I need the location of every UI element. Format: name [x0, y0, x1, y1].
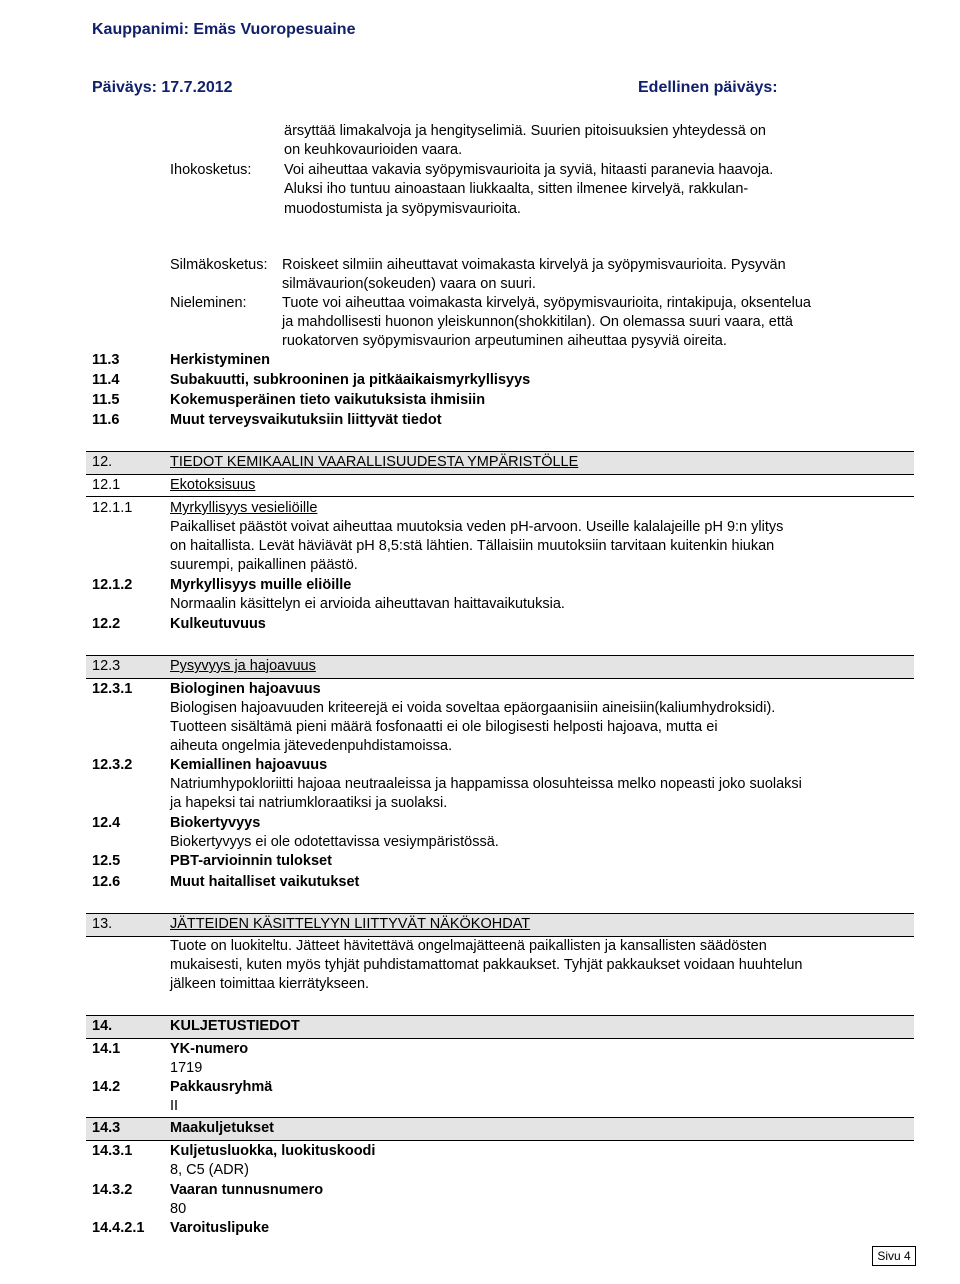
section-14-4-2-1-title: Varoituslipuke	[170, 1220, 270, 1236]
ingestion-line-3: ruokatorven syöpymisvaurion arpeutuminen aiheuttaa pysyviä oireita.	[282, 333, 727, 349]
packing-group-value: II	[170, 1098, 179, 1114]
section-11-3-number: 11.3	[92, 352, 120, 368]
section-12-4-title: Biokertyvyys	[170, 815, 261, 831]
aquatic-toxicity-line-2: on haitallista. Levät häviävät pH 8,5:stä lähtien. Tällaisiin muutoksiin tarvitaan kuitenkin hiukan	[170, 538, 775, 554]
section-14-3-2-title: Vaaran tunnusnumero	[170, 1182, 324, 1198]
skin-contact-label: Ihokosketus:	[170, 162, 252, 178]
section-12-title: TIEDOT KEMIKAALIN VAARALLISUUDESTA YMPÄRISTÖLLE	[170, 454, 579, 470]
section-14-3-1-number: 14.3.1	[92, 1143, 133, 1159]
transport-class-value: 8, C5 (ADR)	[170, 1162, 249, 1178]
section-12-2-title: Kulkeutuvuus	[170, 616, 266, 632]
page-number: Sivu 4	[872, 1246, 916, 1266]
section-11-4-title: Subakuutti, subkrooninen ja pitkäaikaismyrkyllisyys	[170, 372, 531, 388]
previous-date: Edellinen päiväys:	[638, 79, 778, 96]
section-12-1-2-number: 12.1.2	[92, 577, 133, 593]
section-14-1-title: YK-numero	[170, 1041, 249, 1057]
section-13-number: 13.	[92, 916, 113, 932]
biodegradability-line-3: aiheuta ongelmia jätevedenpuhdistamoissa.	[170, 738, 453, 754]
section-12-1-rule	[86, 496, 914, 497]
document-date: Päiväys: 17.7.2012	[92, 79, 233, 96]
aquatic-toxicity-line-1: Paikalliset päästöt voivat aiheuttaa muutoksia veden pH-arvoon. Useille kalalajeille pH 9:n ylitys	[170, 519, 784, 535]
section-11-5-number: 11.5	[92, 392, 120, 408]
section-12-4-number: 12.4	[92, 815, 121, 831]
section-12-3-1-number: 12.3.1	[92, 681, 133, 697]
disposal-line-1: Tuote on luokiteltu. Jätteet hävitettävä ongelmajätteenä paikallisten ja kansallisten säädösten	[170, 938, 767, 954]
trade-name: Kauppanimi: Emäs Vuoropesuaine	[92, 21, 356, 38]
section-12-number: 12.	[92, 454, 113, 470]
section-12-1-2-title: Myrkyllisyys muille eliöille	[170, 577, 352, 593]
section-11-4-number: 11.4	[92, 372, 120, 388]
ingestion-line-2: ja mahdollisesti huonon yleiskunnon(shokkitilan). On olemassa suuri vaara, että	[282, 314, 793, 330]
eye-contact-label: Silmäkosketus:	[170, 257, 268, 273]
section-14-number: 14.	[92, 1018, 113, 1034]
section-11-3-title: Herkistyminen	[170, 352, 270, 368]
section-12-5-title: PBT-arvioinnin tulokset	[170, 853, 332, 869]
section-12-3-number: 12.3	[92, 658, 121, 674]
skin-contact-line-1: Voi aiheuttaa vakavia syöpymisvaurioita ja syviä, hitaasti paranevia haavoja.	[284, 162, 774, 178]
section-12-6-title: Muut haitalliset vaikutukset	[170, 874, 360, 890]
section-12-5-number: 12.5	[92, 853, 121, 869]
section-12-3-2-title: Kemiallinen hajoavuus	[170, 757, 328, 773]
disposal-line-3: jälkeen toimittaa kierrätykseen.	[170, 976, 370, 992]
section-14-title: KULJETUSTIEDOT	[170, 1018, 300, 1034]
section-12-1-number: 12.1	[92, 477, 121, 493]
section-13-title: JÄTTEIDEN KÄSITTELYYN LIITTYVÄT NÄKÖKOHDAT	[170, 916, 531, 932]
aquatic-toxicity-line-3: suurempi, paikallinen päästö.	[170, 557, 358, 573]
biodegradability-line-2: Tuotteen sisältämä pieni määrä fosfonaatti ei ole bilogisesti helposti hajoava, mutta ei	[170, 719, 718, 735]
section-14-2-number: 14.2	[92, 1079, 121, 1095]
skin-contact-line-2: Aluksi iho tuntuu ainoastaan liukkaalta, sitten ilmenee kirvelyä, rakkulan-	[284, 181, 749, 197]
chemical-degradability-line-2: ja hapeksi tai natriumkloraatiksi ja suolaksi.	[170, 795, 448, 811]
hazard-number-value: 80	[170, 1201, 187, 1217]
section-12-3-title: Pysyvyys ja hajoavuus	[170, 658, 316, 674]
disposal-line-2: mukaisesti, kuten myös tyhjät puhdistamattomat pakkaukset. Tyhjät pakkaukset voidaan huuhtelun	[170, 957, 803, 973]
un-number-value: 1719	[170, 1060, 203, 1076]
section-12-2-number: 12.2	[92, 616, 121, 632]
section-14-3-1-title: Kuljetusluokka, luokituskoodi	[170, 1143, 376, 1159]
bioaccumulation-line-1: Biokertyvyys ei ole odotettavissa vesiympäristössä.	[170, 834, 499, 850]
eye-contact-line-2: silmävaurion(sokeuden) vaara on suuri.	[282, 276, 536, 292]
irritation-line-1: ärsyttää limakalvoja ja hengityselimiä. Suurien pitoisuuksien yhteydessä on	[284, 123, 766, 139]
section-11-5-title: Kokemusperäinen tieto vaikutuksista ihmisiin	[170, 392, 486, 408]
section-12-3-2-number: 12.3.2	[92, 757, 133, 773]
skin-contact-line-3: muodostumista ja syöpymisvaurioita.	[284, 201, 521, 217]
biodegradability-line-1: Biologisen hajoavuuden kriteerejä ei voida soveltaa epäorgaanisiin aineisiin(kaliumhydroksidi).	[170, 700, 776, 716]
section-14-1-number: 14.1	[92, 1041, 121, 1057]
section-14-2-title: Pakkausryhmä	[170, 1079, 273, 1095]
section-12-6-number: 12.6	[92, 874, 121, 890]
ingestion-line-1: Tuote voi aiheuttaa voimakasta kirvelyä, syöpymisvaurioita, rintakipuja, oksentelua	[282, 295, 811, 311]
irritation-line-2: on keuhkovaurioiden vaara.	[284, 142, 463, 158]
other-toxicity-line-1: Normaalin käsittelyn ei arvioida aiheuttavan haittavaikutuksia.	[170, 596, 565, 612]
ingestion-label: Nieleminen:	[170, 295, 247, 311]
section-12-1-1-title: Myrkyllisyys vesieliöille	[170, 500, 318, 516]
section-12-1-title: Ekotoksisuus	[170, 477, 256, 493]
section-11-6-number: 11.6	[92, 412, 120, 428]
section-11-6-title: Muut terveysvaikutuksiin liittyvät tiedot	[170, 412, 442, 428]
section-14-4-2-1-number: 14.4.2.1	[92, 1220, 145, 1236]
section-12-3-1-title: Biologinen hajoavuus	[170, 681, 321, 697]
chemical-degradability-line-1: Natriumhypokloriitti hajoaa neutraaleissa ja happamissa olosuhteissa melko nopeasti joko suolaksi	[170, 776, 802, 792]
section-14-3-title: Maakuljetukset	[170, 1120, 274, 1136]
section-12-1-1-number: 12.1.1	[92, 500, 133, 516]
eye-contact-line-1: Roiskeet silmiin aiheuttavat voimakasta kirvelyä ja syöpymisvaurioita. Pysyvän	[282, 257, 786, 273]
section-14-3-2-number: 14.3.2	[92, 1182, 133, 1198]
section-14-3-number: 14.3	[92, 1120, 121, 1136]
